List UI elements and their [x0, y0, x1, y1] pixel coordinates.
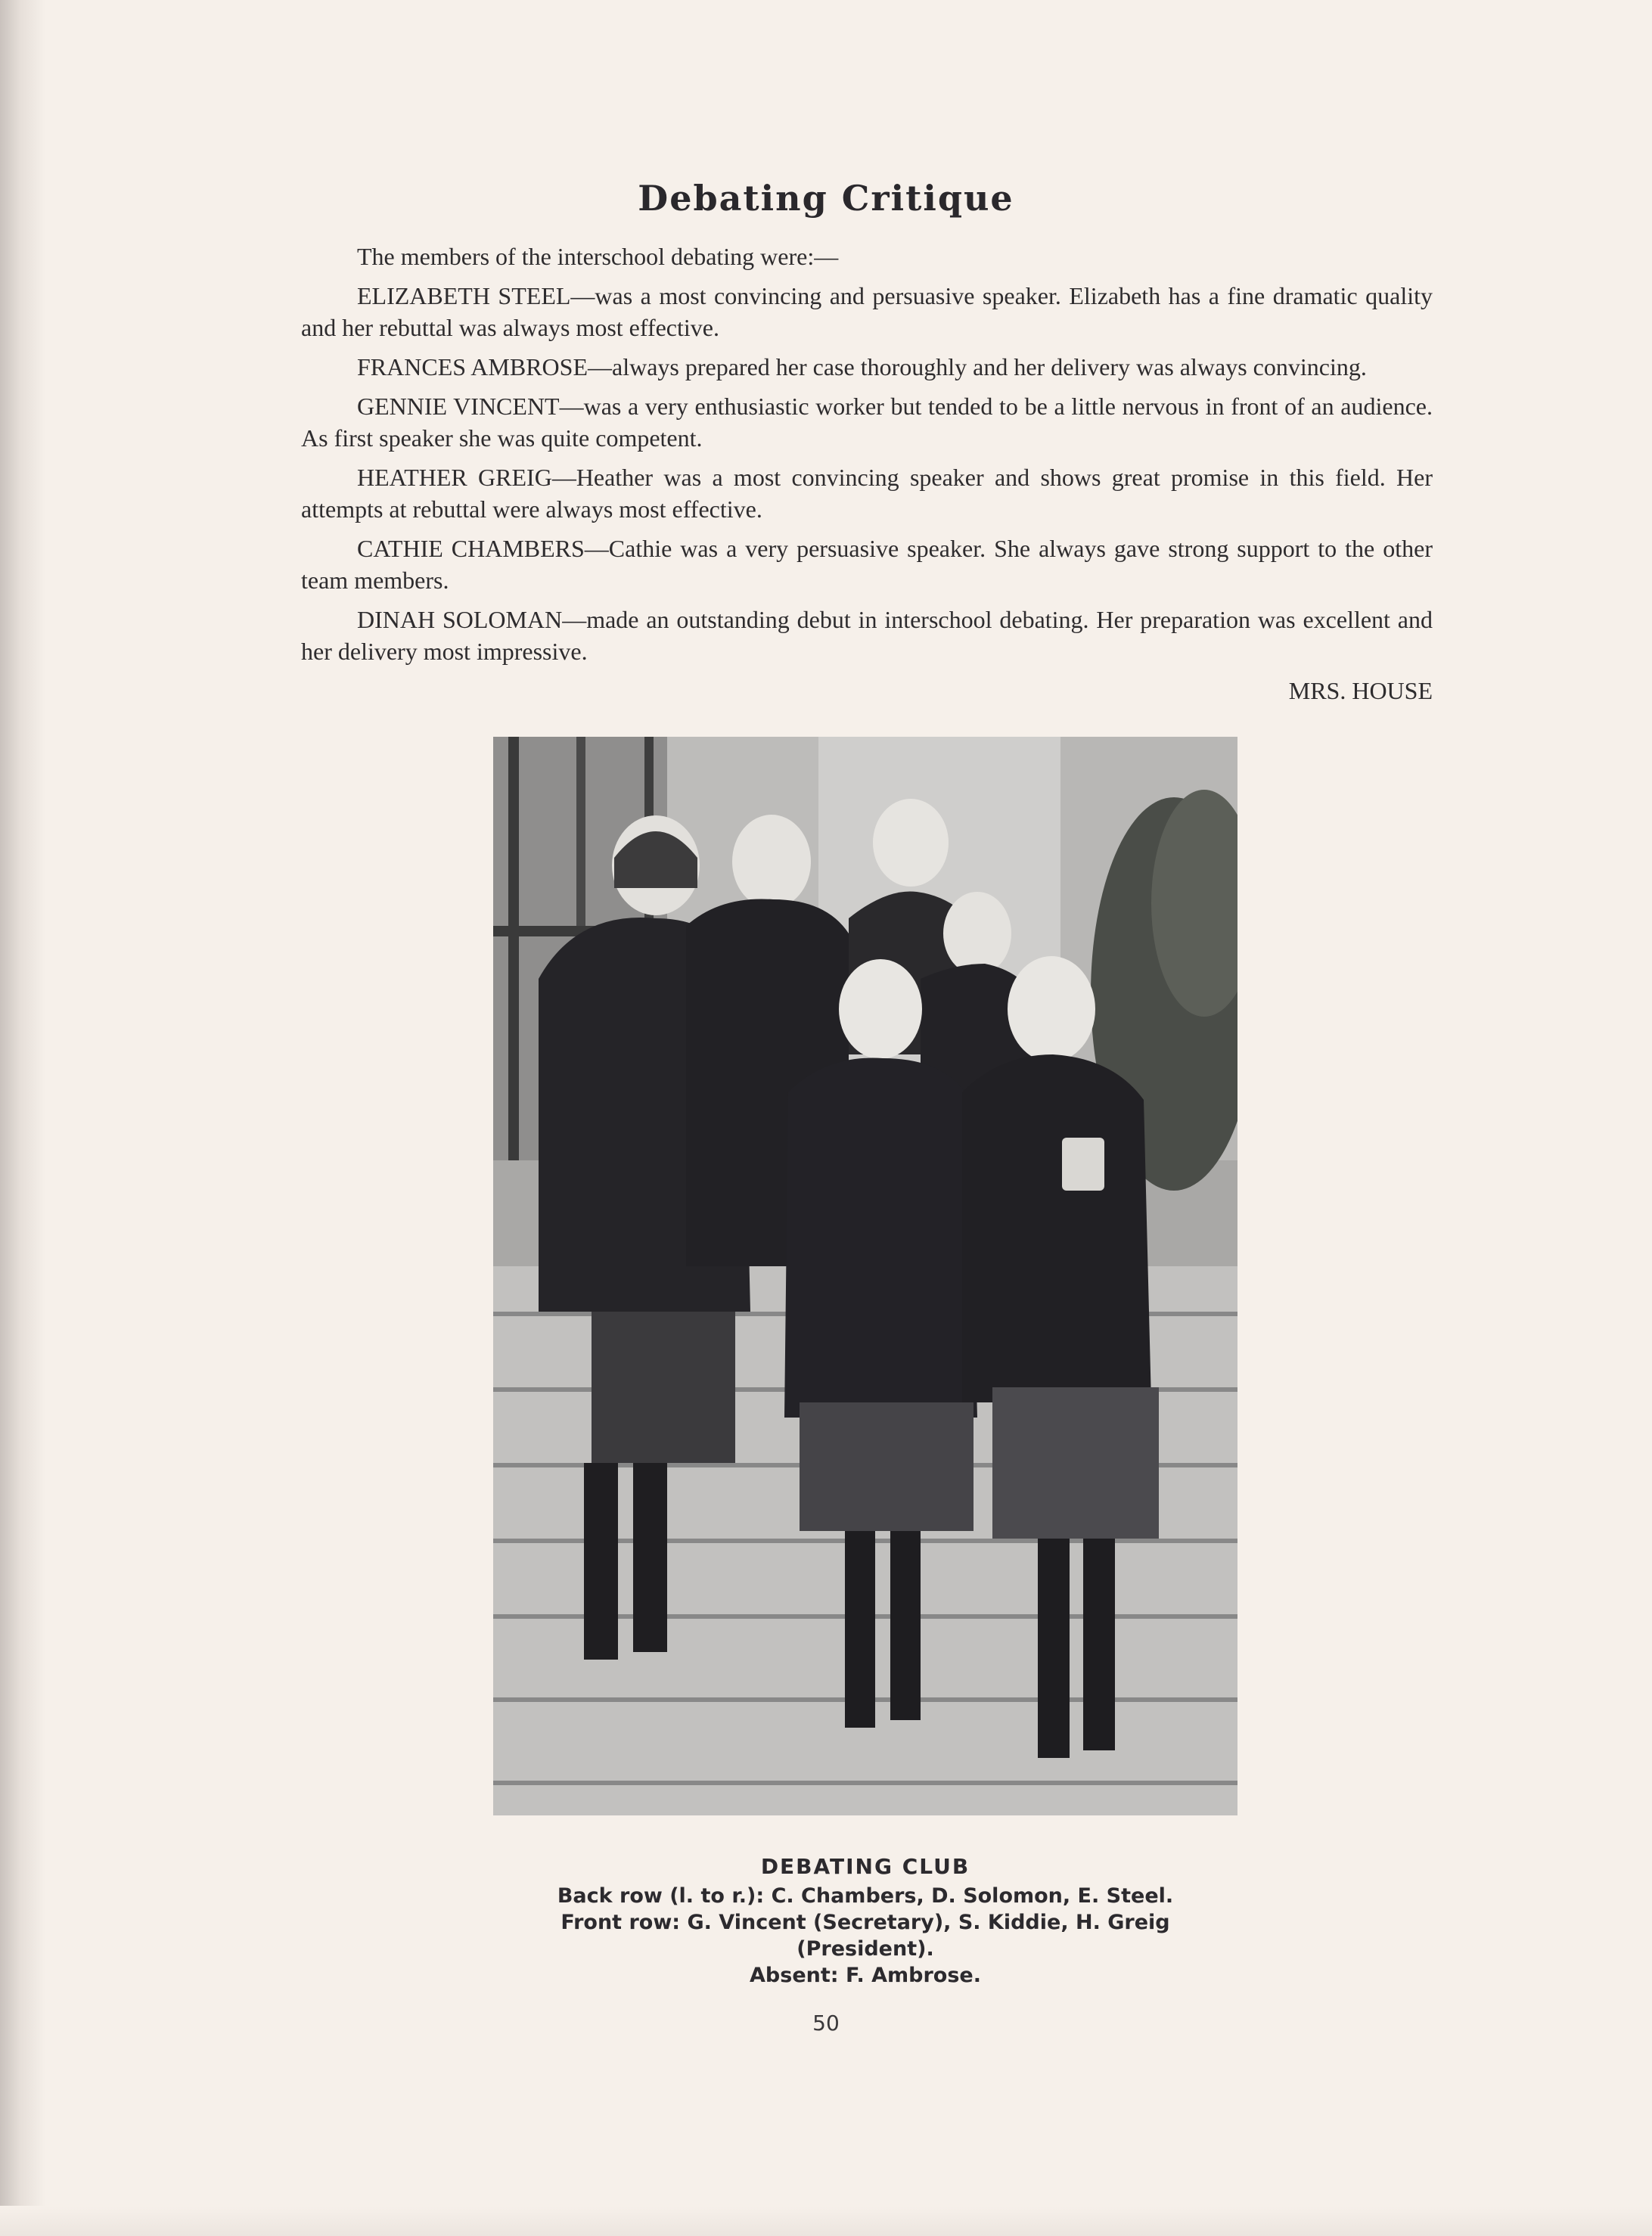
critique-body: [301, 241, 1433, 707]
intro-paragraph: The members of the interschool debating were:—: [357, 243, 839, 270]
caption-absent: Absent: F. Ambrose.: [750, 1964, 981, 1987]
caption-back-row: Back row (l. to r.): C. Chambers, D. Solomon, E. Steel.: [557, 1884, 1174, 1908]
page-number: 50: [812, 2011, 840, 2036]
member-paragraph: GENNIE VINCENT—was a very enthusiastic worker but tended to be a little nervous in front of an audience. As first speaker she was quite competent.: [301, 393, 1433, 452]
caption-title: DEBATING CLUB: [760, 1854, 970, 1879]
caption-front-row: Front row: G. Vincent (Secretary), S. Kiddie, H. Greig: [560, 1911, 1170, 1934]
page-edge-shadow: [0, 0, 45, 2236]
member-paragraph: ELIZABETH STEEL—was a most convincing and persuasive speaker. Elizabeth has a fine dramatic quality and her rebuttal was always most effective.: [301, 282, 1433, 341]
member-paragraph: HEATHER GREIG—Heather was a most convincing speaker and shows great promise in this field. Her attempts at rebuttal were always most effective.: [301, 464, 1433, 523]
member-paragraph: CATHIE CHAMBERS—Cathie was a very persuasive speaker. She always gave strong support to the other team members.: [301, 535, 1433, 594]
page-bottom-edge: [0, 2206, 1652, 2236]
signature: MRS. HOUSE: [1288, 677, 1433, 704]
member-paragraph: FRANCES AMBROSE—always prepared her case thoroughly and her delivery was always convincing.: [357, 353, 1367, 380]
caption-front-row-cont: (President).: [796, 1937, 934, 1961]
photo-caption: [493, 1853, 1237, 1989]
page-title: Debating Critique: [638, 178, 1014, 219]
member-paragraph: DINAH SOLOMAN—made an outstanding debut in interschool debating. Her preparation was excellent and her delivery most impressive.: [301, 606, 1433, 665]
group-photo-image: [493, 737, 1237, 1815]
